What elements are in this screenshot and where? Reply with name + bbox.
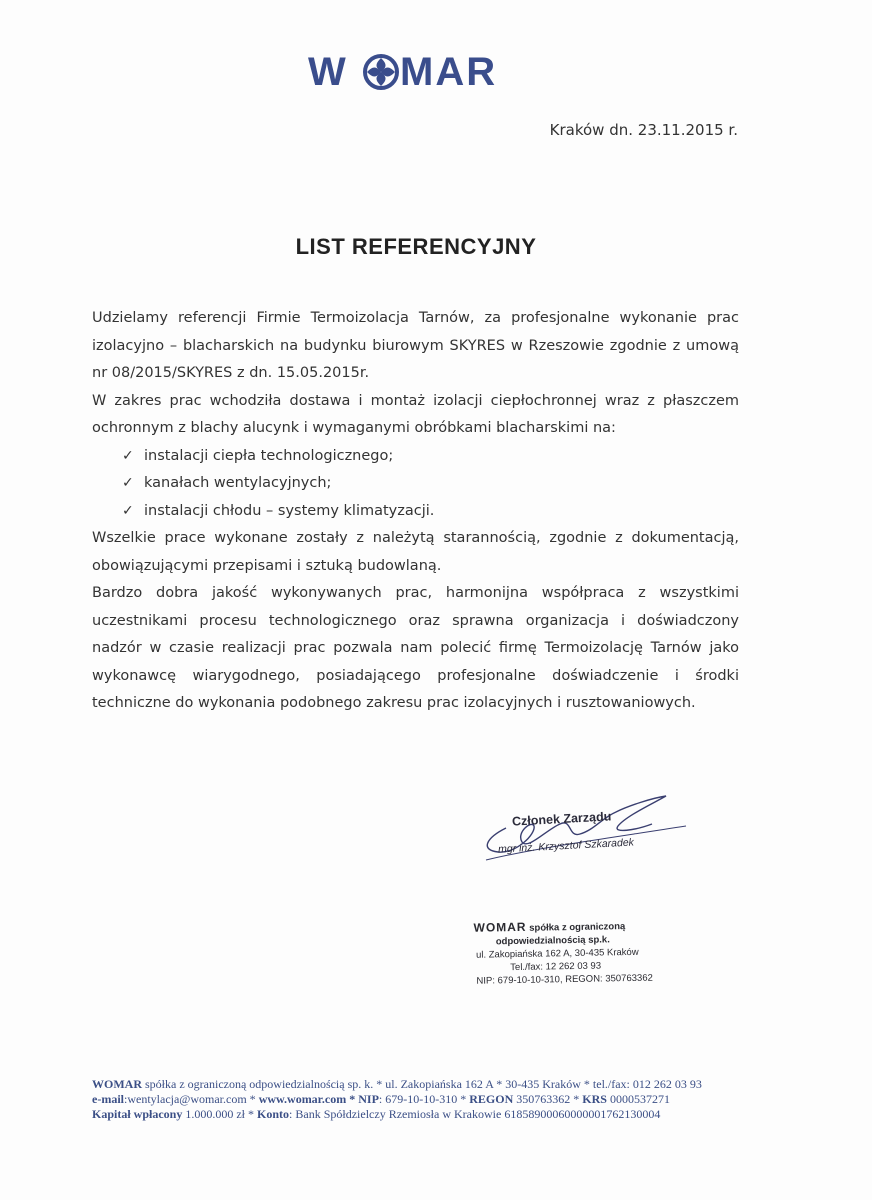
footer-line-contact: e-mail:wentylacja@womar.com * www.womar.com * NIP: 679-10-10-310 * REGON 350763362 * KRS 0000537271 [92, 1092, 670, 1106]
stamp-address: ul. Zakopiańska 162 A, 30-435 Kraków [475, 946, 639, 961]
stamp-ids: NIP: 679-10-10-310, REGON: 350763362 [476, 972, 653, 987]
footer-website-link[interactable]: www.womar.com [258, 1092, 347, 1106]
stamp-legal-1: spółka z ograniczoną [529, 921, 626, 934]
check-icon: ✓ [122, 502, 134, 519]
letter-body [92, 305, 739, 718]
stamp-phone: Tel./fax: 12 262 03 93 [510, 960, 602, 974]
paragraph-quality: Wszelkie prace wykonane zostały z należytą starannością, zgodnie z dokumentacją, obowiązującymi przepisami i sztuką budowlaną. [92, 530, 739, 574]
document-title: LIST REFERENCYJNY [295, 234, 537, 259]
list-item [122, 470, 739, 498]
signature-role: Członek Zarządu [511, 809, 612, 829]
list-item-text: kanałach wentylacyjnych; [144, 475, 332, 491]
letter-date: Kraków dn. 23.11.2015 r. [549, 121, 738, 139]
list-item [122, 498, 739, 526]
scope-list [92, 443, 739, 526]
list-item-text: instalacji ciepła technologicznego; [144, 447, 394, 464]
check-icon: ✓ [122, 447, 134, 464]
womar-logo [308, 50, 518, 94]
letter-footer [92, 1077, 772, 1122]
paragraph-scope: W zakres prac wchodziła dostawa i montaż izolacji ciepłochronnej wraz z płaszczem ochronnym z blachy alucynk i wymaganymi obróbkami blacharskimi na: [92, 392, 739, 436]
stamp-legal-2: odpowiedzialnością sp.k. [495, 934, 610, 948]
signature-name: mgr inż. Krzysztof Szkaradek [497, 836, 635, 856]
check-icon: ✓ [122, 475, 134, 491]
company-stamp [473, 918, 674, 987]
list-item-text: instalacji chłodu – systemy klimatyzacji. [144, 502, 435, 519]
logo-letter-w: W [308, 50, 348, 94]
handwritten-signature [476, 790, 696, 870]
list-item [122, 443, 739, 471]
footer-line-company: WOMAR spółka z ograniczoną odpowiedzialnością sp. k. * ul. Zakopiańska 162 A * 30-435 Kraków * tel./fax: 012 262 03 93 [92, 1077, 702, 1091]
signature-block [476, 790, 696, 870]
stamp-firm: WOMAR [473, 919, 527, 935]
footer-line-capital: Kapitał wpłacony 1.000.000 zł * Konto: Bank Spółdzielczy Rzemiosła w Krakowie 61858900060000001762130004 [92, 1107, 661, 1121]
paragraph-reference: Udzielamy referencji Firmie Termoizolacja Tarnów, za profesjonalne wykonanie prac izolacyjno – blacharskich na budynku biurowym SKYRES w Rzeszowie zgodnie z umową nr 08/2015/SKYRES z dn. 15.05.2015r. [92, 310, 739, 381]
paragraph-recommendation: Bardzo dobra jakość wykonywanych prac, harmonijna współpraca z wszystkimi uczestnikami procesu technologicznego oraz sprawna organizacja i doświadczony nadzór w czasie realizacji prac pozwala nam polecić firmę Termoizolację Tarnów jako wykonawcę wiarygodnego, posiadającego profesjonalne doświadczenie i środki techniczne do wykonania podobnego zakresu prac izolacyjnych i rusztowaniowych. [92, 585, 739, 711]
logo-letters-mar: MAR [400, 50, 498, 94]
logo-fan-icon [362, 53, 400, 91]
